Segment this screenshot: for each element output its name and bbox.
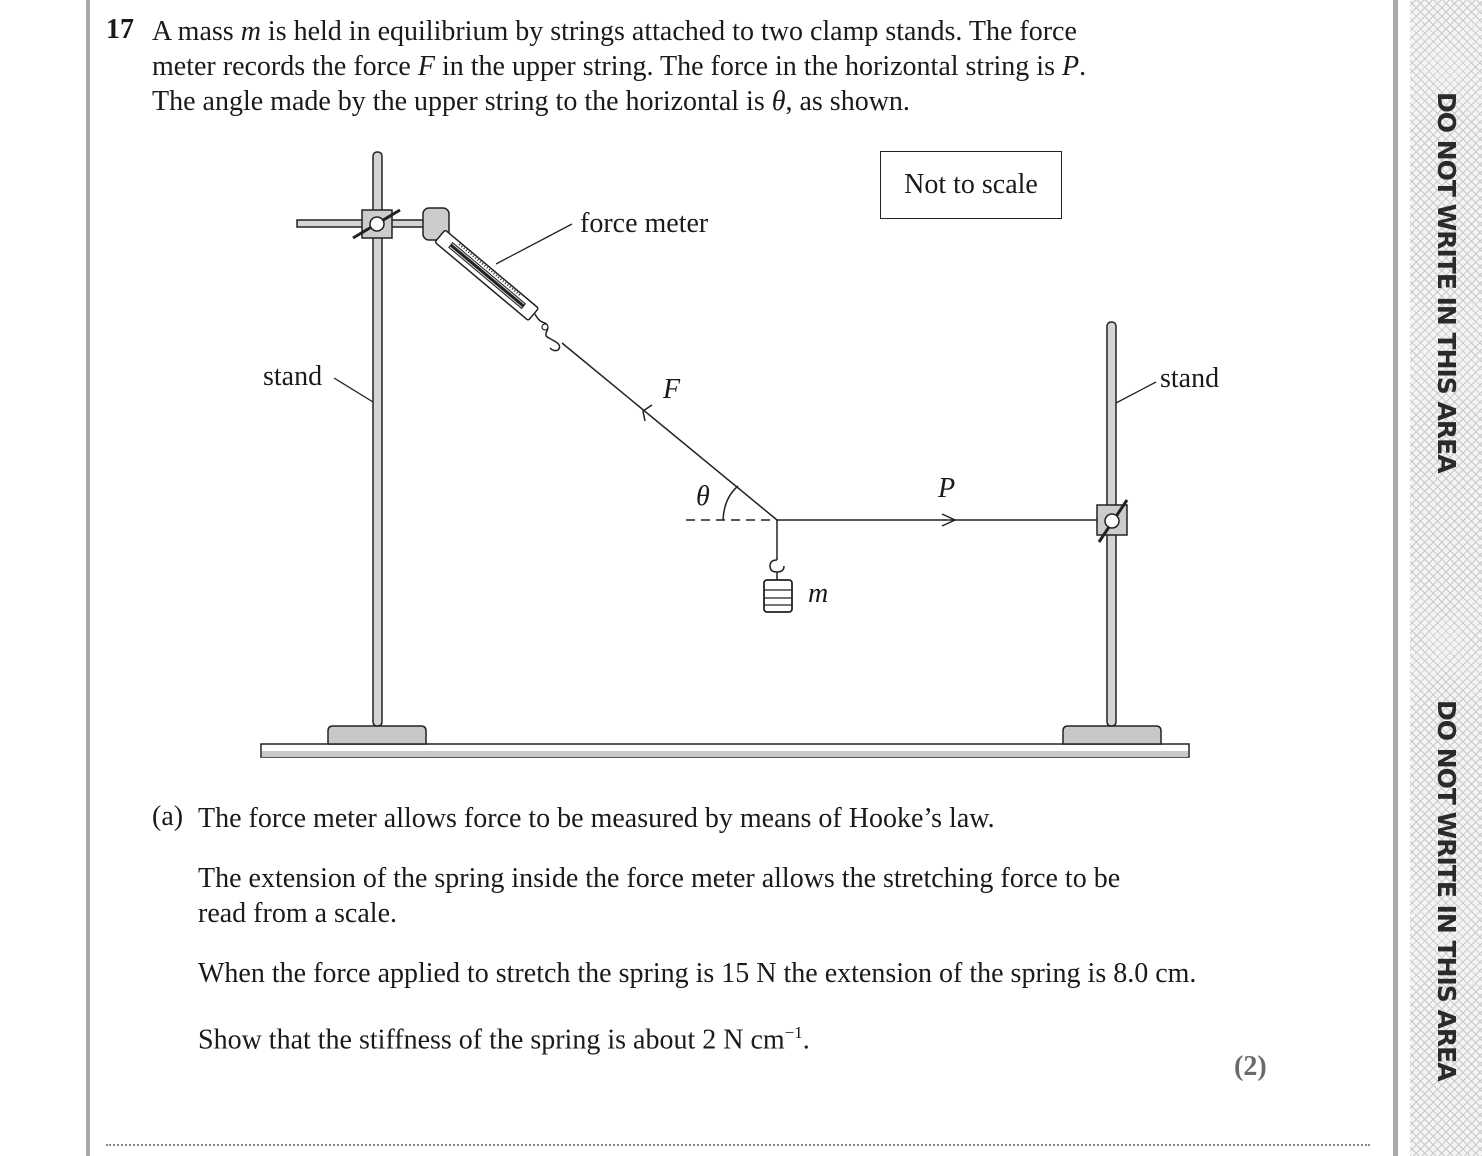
stem-line-3: The angle made by the upper string to the horizontal is θ, as shown. [152,86,910,117]
part-a-para-4: Show that the stiffness of the spring is about 2 N $cm^{-1}$. [198,1023,810,1056]
label-angle-theta: θ [696,481,710,512]
part-a-label: (a) [152,801,184,832]
margin-warning-top: DO NOT WRITE IN THIS AREA [1432,92,1461,473]
hanging-mass [764,520,792,612]
part-a-para-1: The force meter allows force to be measured by means of Hooke’s law. [198,803,995,834]
label-force-P: P [938,473,956,504]
label-stand-right: stand [1160,363,1220,394]
label-mass-m: m [808,578,829,609]
stand-right-leader [1116,382,1156,403]
margin-warning-bottom: DO NOT WRITE IN THIS AREA [1432,700,1461,1081]
stem-line-1: A mass m is held in equilibrium by strings attached to two clamp stands. The force [152,16,1077,47]
base-board [261,744,1189,757]
stem-line-2: meter records the force F in the upper string. The force in the horizontal string is P. [152,51,1087,82]
horizontal-string [777,514,1098,526]
force-meter [423,208,560,351]
stand-left-leader [334,378,373,402]
left-stand [297,152,435,744]
force-meter-leader [496,224,572,264]
label-force-meter: force meter [580,208,709,239]
question-number: 17 [106,14,134,45]
not-to-scale-box: Not to scale [880,151,1062,219]
part-a-para-3: When the force applied to stretch the spring is 15 N the extension of the spring is 8.0 cm. [198,958,1197,989]
upper-string [562,343,777,520]
marks-indicator: (2) [1234,1051,1267,1082]
answer-line[interactable] [106,1144,1370,1146]
label-force-F: F [663,374,681,405]
label-stand-left: stand [263,361,323,392]
right-stand [1063,322,1161,744]
part-a-para-2: The extension of the spring inside the force meter allows the stretching force to be read from a scale. [198,863,1121,929]
angle-arc [723,486,738,520]
